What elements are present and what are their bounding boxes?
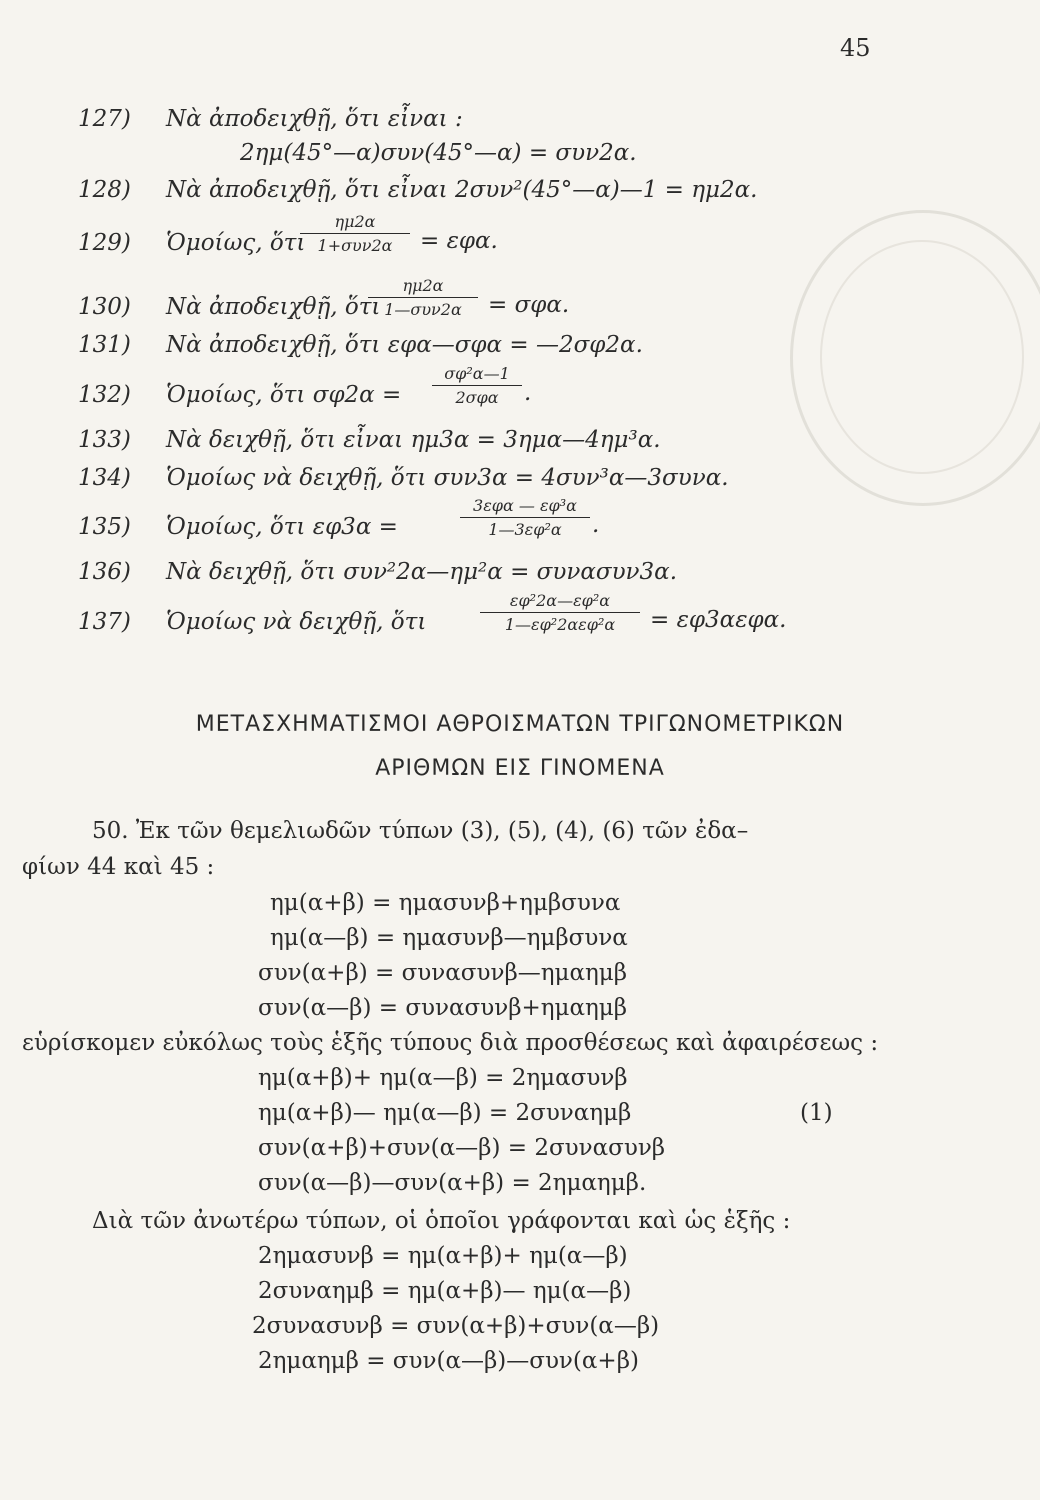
exercise-137-rhs: = εφ3αεφα. bbox=[650, 607, 787, 633]
fraction-denominator: 1—συν2α bbox=[384, 300, 462, 319]
exercise-135-rhs: . bbox=[592, 512, 600, 538]
fraction-132 bbox=[432, 364, 522, 407]
fraction-denominator: 1—εφ²2αεφ²α bbox=[504, 615, 616, 634]
formula-line: συν(α—β) = συνασυνβ+ημαημβ bbox=[258, 995, 628, 1021]
exercise-number: 129) bbox=[78, 230, 131, 256]
formula-line: συν(α+β) = συνασυνβ—ημαημβ bbox=[258, 960, 628, 986]
fraction-135 bbox=[460, 496, 590, 539]
exercise-number: 133) bbox=[78, 427, 131, 453]
exercise-number: 137) bbox=[78, 609, 131, 635]
library-stamp-inner bbox=[820, 240, 1024, 474]
paragraph-text: Ἐκ τῶν θεμελιωδῶν τύπων (3), (5), (4), (6) τῶν ἐδα– bbox=[135, 818, 749, 844]
paragraph-text: Διὰ τῶν ἀνωτέρω τύπων, οἱ ὁποῖοι γράφονται καὶ ὡς ἑξῆς : bbox=[92, 1208, 791, 1234]
fraction-130 bbox=[368, 276, 478, 319]
fraction-129 bbox=[300, 212, 410, 255]
fraction-numerator: σφ²α—1 bbox=[444, 364, 510, 383]
exercise-number: 135) bbox=[78, 514, 131, 540]
exercise-text: Ὁμοίως νὰ δειχθῇ, ὅτι συν3α = 4συν³α—3συνα. bbox=[166, 465, 729, 491]
exercise-135 bbox=[78, 512, 398, 542]
page-number: 45 bbox=[840, 34, 871, 62]
exercise-text: Νὰ ἀποδειχθῇ, ὅτι εφα—σφα = —2σφ2α. bbox=[166, 332, 643, 358]
exercise-131 bbox=[78, 330, 643, 360]
exercise-text: Νὰ ἀποδειχθῇ, ὅτι εἶναι 2συν²(45°—α)—1 = ημ2α. bbox=[166, 177, 758, 203]
exercise-127 bbox=[78, 104, 463, 134]
exercise-number: 131) bbox=[78, 332, 131, 358]
exercise-text: Νὰ δειχθῇ, ὅτι εἶναι ημ3α = 3ημα—4ημ³α. bbox=[166, 427, 661, 453]
exercise-number: 127) bbox=[78, 106, 131, 132]
section-number: 50. bbox=[92, 818, 129, 844]
formula-line: 2ημασυνβ = ημ(α+β)+ ημ(α—β) bbox=[258, 1243, 628, 1269]
exercise-133 bbox=[78, 425, 661, 455]
exercise-137 bbox=[78, 607, 426, 637]
section-50-line1 bbox=[92, 818, 748, 844]
formula-line: ημ(α—β) = ημασυνβ—ημβσυνα bbox=[270, 925, 628, 951]
exercise-text: Νὰ δειχθῇ, ὅτι συν²2α—ημ²α = συνασυν3α. bbox=[166, 559, 678, 585]
formula-line: 2ημαημβ = συν(α—β)—συν(α+β) bbox=[258, 1348, 639, 1374]
exercise-129 bbox=[78, 228, 305, 258]
exercise-127-formula: 2ημ(45°—α)συν(45°—α) = συν2α. bbox=[240, 140, 637, 166]
paragraph-text: εὑρίσκομεν εὐκόλως τοὺς ἑξῆς τύπους διὰ προσθέσεως καὶ ἀφαιρέσεως : bbox=[22, 1030, 879, 1056]
section-heading-line1: ΜΕΤΑΣΧΗΜΑΤΙΣΜΟΙ ΑΘΡΟΙΣΜΑΤΩΝ ΤΡΙΓΩΝΟΜΕΤΡΙΚΩΝ bbox=[195, 712, 845, 737]
fraction-denominator: 1—3εφ²α bbox=[488, 520, 562, 539]
fraction-denominator: 2σφα bbox=[455, 388, 499, 407]
exercise-130 bbox=[78, 292, 380, 322]
exercise-text: Ὁμοίως, ὅτι bbox=[166, 230, 306, 256]
formula-line: ημ(α+β)— ημ(α—β) = 2συναημβ bbox=[258, 1100, 632, 1126]
fraction-denominator: 1+συν2α bbox=[317, 236, 393, 255]
exercise-134 bbox=[78, 463, 729, 493]
formula-line: 2συνασυνβ = συν(α+β)+συν(α—β) bbox=[252, 1313, 660, 1339]
formula-line: ημ(α+β) = ημασυνβ+ημβσυνα bbox=[270, 890, 621, 916]
fraction-numerator: ημ2α bbox=[334, 212, 376, 231]
fraction-numerator: εφ²2α—εφ²α bbox=[509, 591, 611, 610]
exercise-136 bbox=[78, 557, 677, 587]
exercise-text: Ὁμοίως, ὅτι εφ3α = bbox=[166, 514, 398, 540]
fraction-bar bbox=[300, 233, 410, 234]
fraction-137 bbox=[480, 591, 640, 634]
exercise-number: 130) bbox=[78, 294, 131, 320]
fraction-bar bbox=[460, 517, 590, 518]
section-heading-line2: ΑΡΙΘΜΩΝ ΕΙΣ ΓΙΝΟΜΕΝΑ bbox=[375, 756, 665, 781]
fraction-numerator: 3εφα — εφ³α bbox=[473, 496, 577, 515]
exercise-text: Ὁμοίως, ὅτι σφ2α = bbox=[166, 382, 402, 408]
exercise-text: Νὰ ἀποδειχθῇ, ὅτι bbox=[166, 294, 381, 320]
exercise-number: 136) bbox=[78, 559, 131, 585]
formula-line: συν(α—β)—συν(α+β) = 2ημαημβ. bbox=[258, 1170, 647, 1196]
exercise-number: 128) bbox=[78, 177, 131, 203]
exercise-130-rhs: = σφα. bbox=[488, 292, 570, 318]
formula-line: ημ(α+β)+ ημ(α—β) = 2ημασυνβ bbox=[258, 1065, 628, 1091]
formula-line: 2συναημβ = ημ(α+β)— ημ(α—β) bbox=[258, 1278, 632, 1304]
exercise-129-rhs: = εφα. bbox=[420, 228, 498, 254]
exercise-132 bbox=[78, 380, 401, 410]
fraction-bar bbox=[480, 612, 640, 613]
formula-line: συν(α+β)+συν(α—β) = 2συνασυνβ bbox=[258, 1135, 666, 1161]
exercise-number: 132) bbox=[78, 382, 131, 408]
exercise-132-rhs: . bbox=[524, 380, 532, 406]
exercise-number: 134) bbox=[78, 465, 131, 491]
fraction-bar bbox=[432, 385, 522, 386]
fraction-bar bbox=[368, 297, 478, 298]
exercise-text: Ὁμοίως νὰ δειχθῇ, ὅτι bbox=[166, 609, 427, 635]
exercise-text: Νὰ ἀποδειχθῇ, ὅτι εἶναι : bbox=[166, 106, 463, 132]
section-50-line2: φίων 44 καὶ 45 : bbox=[22, 854, 215, 880]
formula-tag: (1) bbox=[800, 1100, 833, 1126]
exercise-128 bbox=[78, 175, 757, 205]
fraction-numerator: ημ2α bbox=[402, 276, 444, 295]
